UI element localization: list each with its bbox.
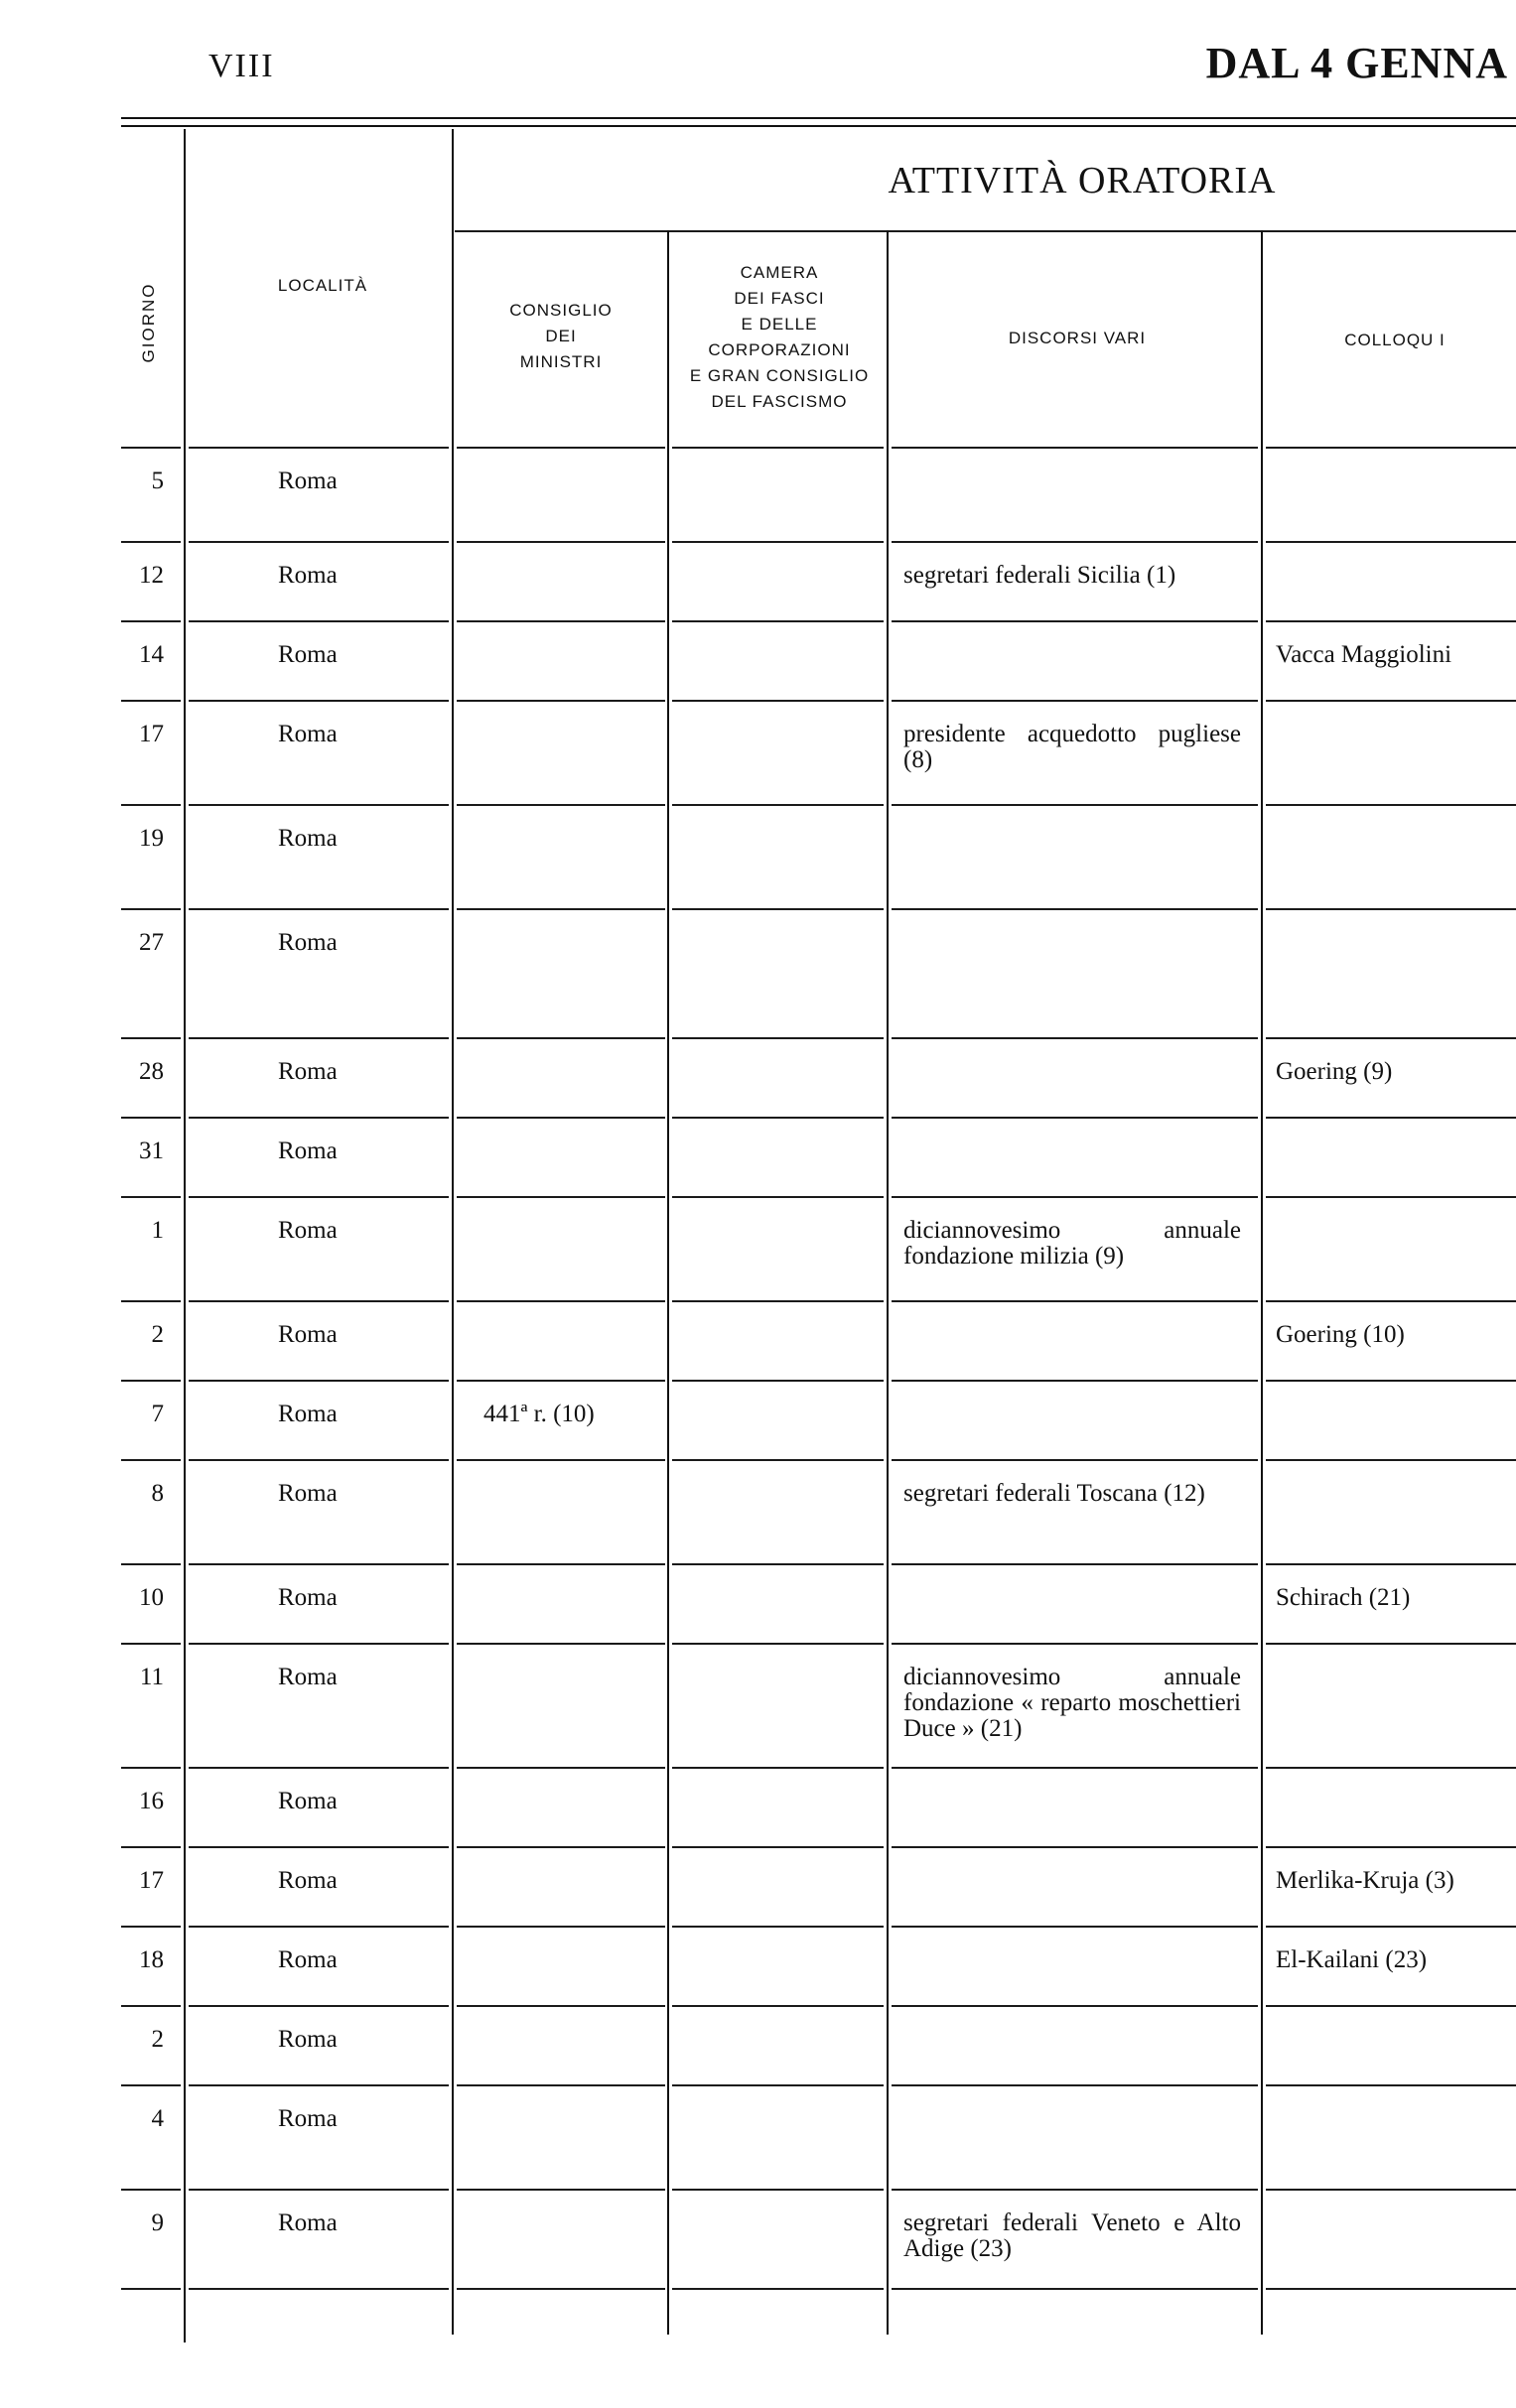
row-rule [457,2005,665,2007]
cell-localita: Roma [278,1217,338,1244]
cell-giorno: 8 [151,1480,164,1507]
cell-discorsi: diciannovesimo annuale fondazione « reparto moschettieri Duce » (21) [903,1664,1241,1742]
cell-localita: Roma [278,1584,338,1611]
row-rule [457,908,665,910]
row-rule [1266,1459,1516,1461]
row-rule [892,804,1258,806]
row-rule [892,1767,1258,1769]
row-rule [892,1846,1258,1848]
row-rule [1266,1037,1516,1039]
cell-colloqui: Vacca Maggiolini [1276,641,1452,668]
col-header-colloqui: COLLOQU I [1344,331,1446,349]
row-rule [672,908,884,910]
row-rule [189,1300,449,1302]
row-rule [121,2005,181,2007]
row-rule [121,1459,181,1461]
row-rule [892,2189,1258,2191]
row-rule [121,1300,181,1302]
row-rule [121,700,181,702]
row-rule [1266,2288,1516,2290]
row-rule [1266,541,1516,543]
row-rule [1266,2084,1516,2086]
row-rule [892,1926,1258,1928]
row-rule [189,620,449,622]
row-rule [892,541,1258,543]
col-divider-1 [184,129,186,2342]
row-rule [672,1563,884,1565]
row-rule [672,804,884,806]
cell-discorsi: presidente acquedotto pugliese (8) [903,721,1241,773]
row-rule [457,804,665,806]
col-header-consiglio: CONSIGLIO DEI MINISTRI [509,301,613,371]
row-rule [892,2084,1258,2086]
row-rule [121,1117,181,1119]
cell-giorno: 5 [151,468,164,494]
cell-giorno: 11 [139,1664,164,1690]
col-divider-3 [667,230,669,2335]
cell-giorno: 17 [139,1867,164,1894]
cell-giorno: 19 [139,825,164,852]
row-rule [189,1846,449,1848]
cell-giorno: 10 [139,1584,164,1611]
row-rule [892,1037,1258,1039]
row-rule [457,2288,665,2290]
row-rule [892,620,1258,622]
cell-giorno: 2 [151,2026,164,2053]
row-rule [892,1300,1258,1302]
row-rule [1266,804,1516,806]
row-rule [672,1300,884,1302]
row-rule [1266,620,1516,622]
cell-giorno: 18 [139,1946,164,1973]
top-rule [121,117,1516,119]
cell-localita: Roma [278,1867,338,1894]
row-rule [1266,1767,1516,1769]
running-head: DAL 4 GENNA [1205,39,1508,87]
cell-giorno: 4 [151,2105,164,2132]
section-title: ATTIVITÀ ORATORIA [888,160,1277,201]
row-rule [892,1117,1258,1119]
cell-localita: Roma [278,1321,338,1348]
row-rule [189,1926,449,1928]
row-rule [457,541,665,543]
row-rule [1266,2005,1516,2007]
cell-localita: Roma [278,562,338,589]
row-rule [189,1380,449,1382]
row-rule [1266,1643,1516,1645]
row-rule [189,541,449,543]
row-rule [189,2084,449,2086]
row-rule [457,1037,665,1039]
cell-localita: Roma [278,721,338,747]
row-rule [672,700,884,702]
row-rule [457,1196,665,1198]
cell-localita: Roma [278,2105,338,2132]
cell-localita: Roma [278,1664,338,1690]
row-rule [892,1380,1258,1382]
row-rule [457,447,665,449]
row-rule [121,2189,181,2191]
row-rule [892,1563,1258,1565]
cell-localita: Roma [278,1788,338,1814]
cell-colloqui: El-Kailani (23) [1276,1946,1428,1973]
row-rule [672,1926,884,1928]
cell-discorsi: segretari federali Sicilia (1) [903,562,1176,589]
cell-colloqui: Goering (9) [1276,1058,1393,1085]
cell-localita: Roma [278,929,338,956]
row-rule [189,447,449,449]
cell-giorno: 14 [139,641,164,668]
row-rule [672,541,884,543]
cell-localita: Roma [278,1137,338,1164]
row-rule [457,2084,665,2086]
row-rule [121,1037,181,1039]
row-rule [121,908,181,910]
row-rule [121,541,181,543]
row-rule [121,1767,181,1769]
row-rule [672,1117,884,1119]
row-rule [1266,1926,1516,1928]
row-rule [457,700,665,702]
cell-localita: Roma [278,1058,338,1085]
cell-giorno: 9 [151,2209,164,2236]
row-rule [1266,1563,1516,1565]
row-rule [1266,2189,1516,2191]
row-rule [672,1196,884,1198]
row-rule [457,1300,665,1302]
row-rule [121,1846,181,1848]
cell-giorno: 28 [139,1058,164,1085]
row-rule [1266,908,1516,910]
col-header-camera: CAMERA DEI FASCI E DELLE CORPORAZIONI E GRAN CONSIGLIO DEL FASCISMO [689,263,870,411]
cell-localita: Roma [278,2026,338,2053]
row-rule [121,1643,181,1645]
cell-giorno: 1 [151,1217,164,1244]
row-rule [672,447,884,449]
cell-colloqui: Schirach (21) [1276,1584,1411,1611]
cell-giorno: 31 [139,1137,164,1164]
row-rule [457,1563,665,1565]
row-rule [457,2189,665,2191]
col-divider-5 [1261,230,1263,2335]
cell-giorno: 2 [151,1321,164,1348]
row-rule [892,2005,1258,2007]
row-rule [189,1643,449,1645]
cell-colloqui: Goering (10) [1276,1321,1405,1348]
row-rule [189,2189,449,2191]
cell-localita: Roma [278,825,338,852]
page-number: VIII [208,48,275,84]
row-rule [457,1117,665,1119]
row-rule [189,1767,449,1769]
row-rule [121,620,181,622]
cell-localita: Roma [278,1480,338,1507]
col-divider-2 [452,129,454,2335]
row-rule [121,1926,181,1928]
row-rule [672,620,884,622]
row-rule [672,1459,884,1461]
cell-discorsi: diciannovesimo annuale fondazione milizia (9) [903,1217,1241,1270]
cell-discorsi: segretari federali Toscana (12) [903,1480,1205,1507]
row-rule [189,804,449,806]
cell-localita: Roma [278,1401,338,1427]
row-rule [892,447,1258,449]
row-rule [457,620,665,622]
row-rule [121,1196,181,1198]
row-rule [1266,1380,1516,1382]
row-rule [1266,700,1516,702]
row-rule [672,1767,884,1769]
row-rule [189,2005,449,2007]
row-rule [1266,1117,1516,1119]
cell-localita: Roma [278,2209,338,2236]
row-rule [121,447,181,449]
row-rule [189,1563,449,1565]
row-rule [189,1459,449,1461]
row-rule [189,1196,449,1198]
cell-colloqui: Merlika-Kruja (3) [1276,1867,1454,1894]
col-header-localita: LOCALITÀ [277,276,368,295]
row-rule [892,1459,1258,1461]
row-rule [672,1643,884,1645]
row-rule [672,2084,884,2086]
row-rule [672,2189,884,2191]
row-rule [457,1459,665,1461]
row-rule [189,2288,449,2290]
row-rule [1266,447,1516,449]
cell-localita: Roma [278,468,338,494]
row-rule [892,2288,1258,2290]
row-rule [121,804,181,806]
header-rule-group [455,230,1516,232]
row-rule [189,1037,449,1039]
row-rule [457,1380,665,1382]
row-rule [189,700,449,702]
cell-localita: Roma [278,641,338,668]
cell-giorno: 16 [139,1788,164,1814]
row-rule [121,2288,181,2290]
row-rule [672,1380,884,1382]
col-header-discorsi: DISCORSI VARI [1008,329,1147,347]
row-rule [189,1117,449,1119]
cell-giorno: 27 [139,929,164,956]
cell-consiglio: 441ª r. (10) [483,1401,595,1427]
row-rule [1266,1300,1516,1302]
row-rule [121,1563,181,1565]
row-rule [457,1846,665,1848]
row-rule [121,2084,181,2086]
col-header-giorno: GIORNO [139,282,158,363]
row-rule [892,700,1258,702]
row-rule [892,908,1258,910]
row-rule [672,1846,884,1848]
row-rule [672,2005,884,2007]
cell-giorno: 7 [151,1401,164,1427]
cell-localita: Roma [278,1946,338,1973]
row-rule [892,1643,1258,1645]
cell-discorsi: segretari federali Veneto e Alto Adige (23) [903,2209,1241,2262]
row-rule [121,1380,181,1382]
cell-giorno: 17 [139,721,164,747]
col-divider-4 [887,230,889,2335]
row-rule [892,1196,1258,1198]
row-rule [189,908,449,910]
cell-giorno: 12 [139,562,164,589]
row-rule [457,1926,665,1928]
row-rule [1266,1196,1516,1198]
row-rule [457,1643,665,1645]
row-rule [672,1037,884,1039]
top-rule-inner [121,125,1516,127]
row-rule [1266,1846,1516,1848]
row-rule [457,1767,665,1769]
row-rule [672,2288,884,2290]
